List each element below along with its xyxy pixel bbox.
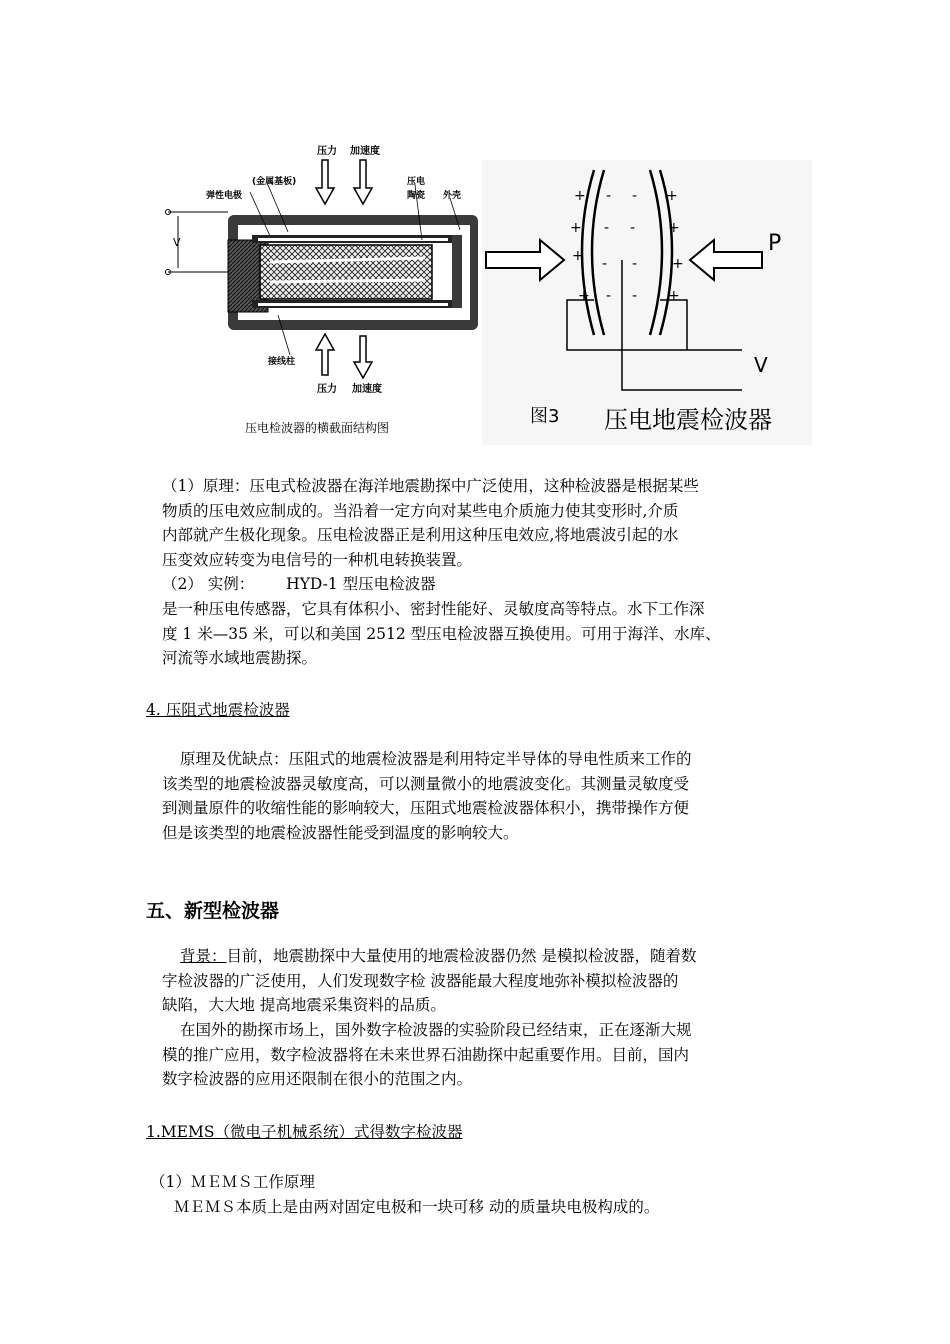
text-line: 数字检波器的应用还限制在很小的范围之内。 <box>162 1070 473 1088</box>
example-line <box>162 572 436 597</box>
background-label: 背景： <box>180 947 227 965</box>
svg-text:-: - <box>630 220 636 236</box>
terminal-label: 接线柱 <box>268 357 296 367</box>
text-line: 但是该类型的地震检波器性能受到温度的影响较大。 <box>162 823 519 842</box>
example-paragraph <box>162 597 810 671</box>
overseas-paragraph <box>162 1018 810 1092</box>
svg-text:-: - <box>632 288 638 304</box>
accel-top-label: 加速度 <box>350 146 380 157</box>
mems-subheading: （1）ＭＥＭＳ工作原理 <box>150 1173 315 1191</box>
shell-label: 外壳 <box>443 191 462 201</box>
text-line: 原理及优缺点：压阻式的地震检波器是利用特定半导体的导电性质来工作的 <box>180 750 692 768</box>
svg-text:+: + <box>574 188 586 204</box>
mems-description: ＭＥＭＳ本质上是由两对固定电极和一块可移 动的质量块电极构成的。 <box>174 1198 660 1216</box>
text-line: 压变效应转变为电信号的一种机电转换装置。 <box>162 550 473 569</box>
svg-text:-: - <box>632 188 638 204</box>
example-label: （2） 实例： <box>162 575 255 593</box>
figure-right-caption: 压电地震检波器 <box>604 406 772 434</box>
text-line: （1）原理：压电式检波器在海洋地震勘探中广泛使用，这种检波器是根据某些 <box>162 477 699 495</box>
svg-text:-: - <box>606 288 612 304</box>
piezo-seismic-detector-figure <box>482 160 812 445</box>
pressure-top-label: 压力 <box>317 146 337 157</box>
p-label: P <box>768 231 782 256</box>
piezo-cross-section-figure <box>160 140 495 445</box>
elastic-electrode-label: 弹性电极 <box>206 191 243 201</box>
svg-text:+: + <box>668 288 680 304</box>
figure-left-caption: 压电检波器的横截面结构图 <box>245 421 390 435</box>
v-label-right: V <box>754 353 768 377</box>
principle-paragraph <box>162 474 810 572</box>
text-line: 物质的压电效应制成的。当沿着一定方向对某些电介质施力使其变形时,介质 <box>162 501 679 520</box>
text-line: 在国外的勘探市场上，国外数字检波器的实验阶段已经结束，正在逐渐大规 <box>180 1021 692 1039</box>
text-line: 是一种压电传感器，它具有体积小、密封性能好、灵敏度高等特点。水下工作深 <box>162 600 705 618</box>
svg-text:-: - <box>602 256 608 272</box>
heading-piezoresistive: 4. 压阻式地震检波器 <box>146 701 290 719</box>
svg-text:-: - <box>606 188 612 204</box>
text-line: 到测量原件的收缩性能的影响较大，压阻式地震检波器体积小，携带操作方便 <box>162 799 690 817</box>
piezo-label: 压电 <box>407 177 426 187</box>
figure-number: 图3 <box>530 406 560 427</box>
ceramic-label: 陶瓷 <box>407 191 426 201</box>
accel-bottom-label: 加速度 <box>352 384 382 395</box>
example-product-name: HYD-1 型压电检波器 <box>286 575 436 593</box>
text-line: 目前，地震勘探中大量使用的地震检波器仍然 是模拟检波器，随着数 <box>226 947 697 965</box>
piezoresistive-paragraph <box>162 747 810 845</box>
svg-text:-: - <box>632 256 638 272</box>
background-paragraph <box>162 944 810 1018</box>
v-label: V <box>173 236 181 249</box>
text-line: 字检波器的广泛使用，人们发现数字检 波器能最大程度地弥补模拟检波器的 <box>162 971 679 990</box>
text-line: 河流等水域地震勘探。 <box>162 649 318 667</box>
text-line: 该类型的地震检波器灵敏度高，可以测量微小的地震波变化。其测量灵敏度受 <box>162 774 690 793</box>
text-line: 缺陷，大大地 提高地震采集资料的品质。 <box>162 996 446 1014</box>
svg-text:+: + <box>668 220 680 236</box>
text-line: 模的推广应用，数字检波器将在未来世界石油勘探中起重要作用。目前，国内 <box>162 1045 690 1064</box>
svg-text:-: - <box>604 220 610 236</box>
metal-plate-label: (金属基板) <box>252 177 297 187</box>
pressure-bottom-label: 压力 <box>317 384 337 395</box>
svg-text:+: + <box>572 248 584 264</box>
section-heading-new-detectors: 五、新型检波器 <box>146 900 280 922</box>
svg-text:+: + <box>672 256 684 272</box>
heading-mems: 1.MEMS（微电子机械系统）式得数字检波器 <box>146 1123 463 1141</box>
text-line: 度 1 米—35 米，可以和美国 2512 型压电检波器互换使用。可用于海洋、水库、 <box>162 624 721 643</box>
svg-text:+: + <box>666 188 678 204</box>
svg-text:+: + <box>578 288 590 304</box>
text-line: 内部就产生极化现象。压电检波器正是利用这种压电效应,将地震波引起的水 <box>162 526 679 544</box>
svg-text:+: + <box>570 220 582 236</box>
